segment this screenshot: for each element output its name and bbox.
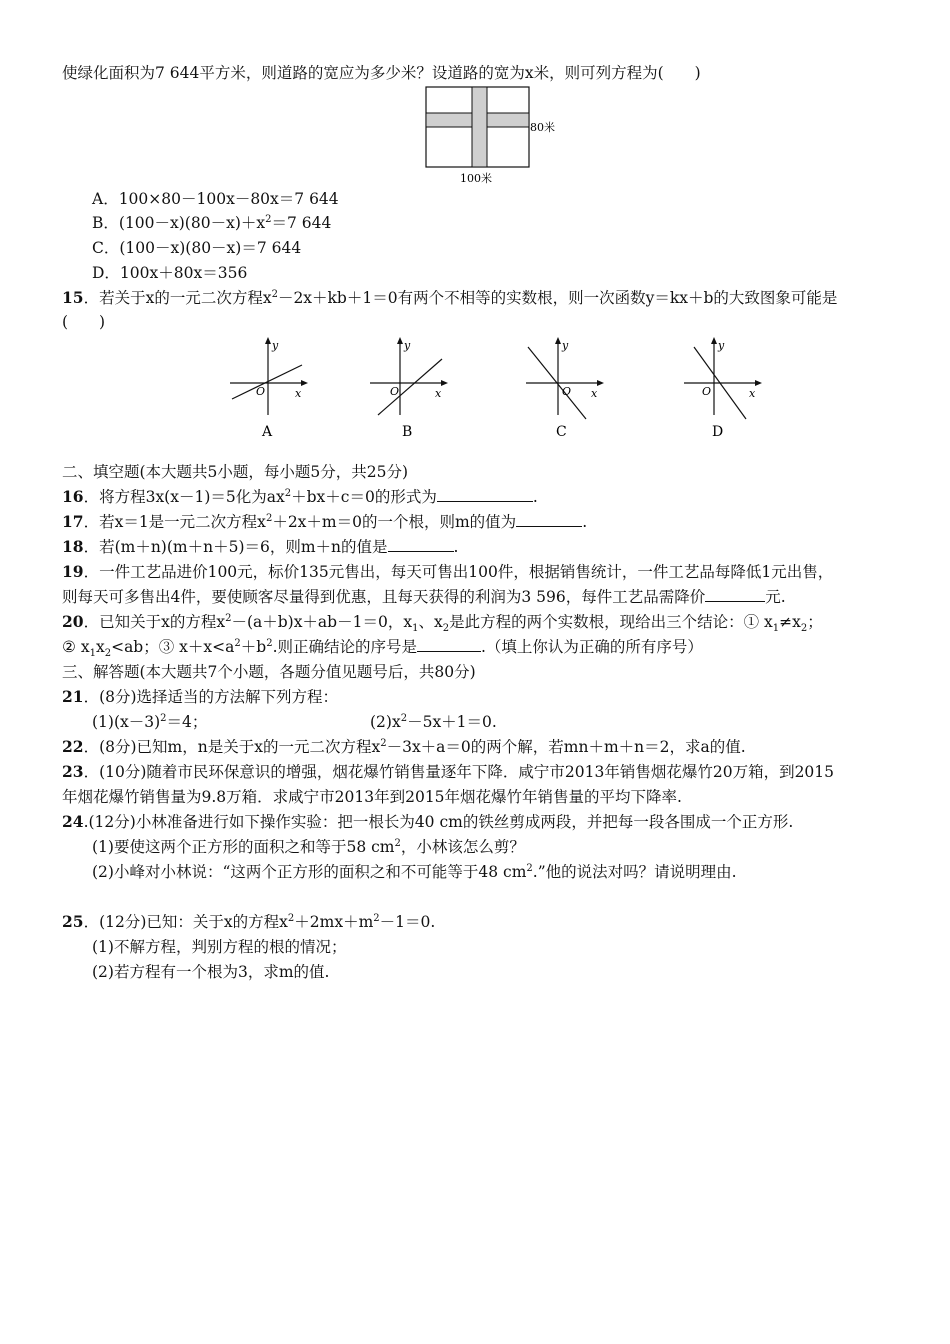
q16-blank[interactable] xyxy=(437,487,533,502)
q19-line1: 19．一件工艺品进价100元，标价135元售出，每天可售出100件，根据销售统计，一件工艺品每降低1元出售， xyxy=(62,562,834,581)
section-3-heading: 三、解答题(本大题共7个小题，各题分值见题号后，共80分) xyxy=(62,663,476,681)
q15-answer-paren: ( ) xyxy=(62,313,106,331)
svg-text:O: O xyxy=(390,385,400,398)
graph-d-label: D xyxy=(712,424,724,440)
q25-stem: 25．(12分)已知：关于x的方程$x^2+2mx+m^2-1=0$. xyxy=(62,912,436,931)
q20-line1: 20．已知关于x的方程$x^2-(a+b)x+ab-1=0$，$x_1$、$x_2$是此方程的两个实数根，现给出三个结论：① $x_1\ne x_2$； xyxy=(62,612,823,635)
q24-stem: 24.(12分)小林准备进行如下操作实验：把一根长为40 cm的铁丝剪成两段，并把每一段各围成一个正方形. xyxy=(62,812,794,831)
q14-option-d: D．100x＋80x＝356 xyxy=(92,264,248,282)
q18-blank[interactable] xyxy=(388,537,454,552)
q17: 17．若x＝1是一元二次方程$x^2+2x+m=0$的一个根，则m的值为 . xyxy=(62,512,588,531)
graph-b xyxy=(362,335,457,445)
q25-part1: (1)不解方程，判别方程的根的情况； xyxy=(92,938,347,956)
vertical-road xyxy=(472,87,487,167)
q25-part2: (2)若方程有一个根为3，求m的值. xyxy=(92,963,330,981)
q19-blank[interactable] xyxy=(705,587,765,602)
q23-line2: 年烟花爆竹销售量为9.8万箱．求咸宁市2013年到2015年烟花爆竹年销售量的平均下降率. xyxy=(62,788,682,806)
svg-text:y: y xyxy=(718,339,725,352)
graph-a-label: A xyxy=(262,424,273,440)
q17-blank[interactable] xyxy=(516,512,582,527)
graph-c xyxy=(518,335,613,445)
q14-stem: 使绿化面积为7 644平方米，则道路的宽应为多少米？设道路的宽为x米，则可列方程为( ) xyxy=(62,64,701,82)
svg-text:x: x xyxy=(295,387,302,400)
q21-stem: 21．(8分)选择适当的方法解下列方程： xyxy=(62,687,339,706)
q16: 16．将方程3x(x－1)＝5化为$ax^2+bx+c=0$的形式为 . xyxy=(62,487,538,506)
q24-part2: (2)小峰对小林说：“这两个正方形的面积之和不可能等于48 $cm^2$.”他的说法对吗？请说明理由. xyxy=(92,862,737,881)
graph-b-label: B xyxy=(402,424,413,440)
q21-part1: $(1)(x-3)^2=4$； xyxy=(92,712,208,731)
svg-text:x: x xyxy=(591,387,598,400)
q21-part2: $(2)x^2-5x+1=0$. xyxy=(370,712,497,731)
q19-line2: 则每天可多售出4件，要使顾客尽量得到优惠，且每天获得的利润为3 596，每件工艺品需降价 元. xyxy=(62,588,786,606)
graph-c-label: C xyxy=(556,424,567,440)
svg-text:y: y xyxy=(404,339,411,352)
q20-blank[interactable] xyxy=(417,637,481,652)
q14-option-a: A．100×80－100x－80x＝7 644 xyxy=(92,190,339,208)
section-2-heading: 二、填空题(本大题共5小题，每小题5分，共25分) xyxy=(62,463,409,481)
svg-text:O: O xyxy=(256,385,266,398)
q22: 22．(8分)已知m，n是关于x的一元二次方程$x^2-3x+a=0$的两个解，若mn＋m＋n＝2，求a的值. xyxy=(62,737,746,756)
q20-line2: ② $x_1x_2<ab$；③ $x+x<a^2+b^2$.则正确结论的序号是 .（填上你认为正确的所有序号） xyxy=(62,637,703,660)
q14-option-b: B．$(100-x)(80-x)+x^2=7$ 644 xyxy=(92,213,332,232)
graph-d xyxy=(676,335,771,445)
q24-part1: (1)要使这两个正方形的面积之和等于58 $cm^2$，小林该怎么剪？ xyxy=(92,837,525,856)
graph-a xyxy=(222,335,317,445)
svg-text:O: O xyxy=(702,385,712,398)
svg-text:x: x xyxy=(749,387,756,400)
svg-text:y: y xyxy=(272,339,279,352)
label-100m: 100米 xyxy=(460,172,492,185)
road-diagram xyxy=(422,85,572,185)
label-80m: 80米 xyxy=(530,121,555,134)
svg-text:x: x xyxy=(435,387,442,400)
line-b xyxy=(378,359,442,415)
q18: 18．若(m＋n)(m＋n＋5)＝6，则m＋n的值是 . xyxy=(62,537,459,556)
q14-option-c: C．(100－x)(80－x)＝7 644 xyxy=(92,239,302,257)
svg-text:y: y xyxy=(562,339,569,352)
line-a xyxy=(232,365,302,399)
q15-stem: 15．若关于x的一元二次方程$x^2-2x+kb+1=0$有两个不相等的实数根，则一次函数y＝kx＋b的大致图象可能是 xyxy=(62,288,838,307)
q23-line1: 23．(10分)随着市民环保意识的增强，烟花爆竹销售量逐年下降．咸宁市2013年销售烟花爆竹20万箱，到2015 xyxy=(62,762,835,781)
svg-text:O: O xyxy=(562,385,572,398)
